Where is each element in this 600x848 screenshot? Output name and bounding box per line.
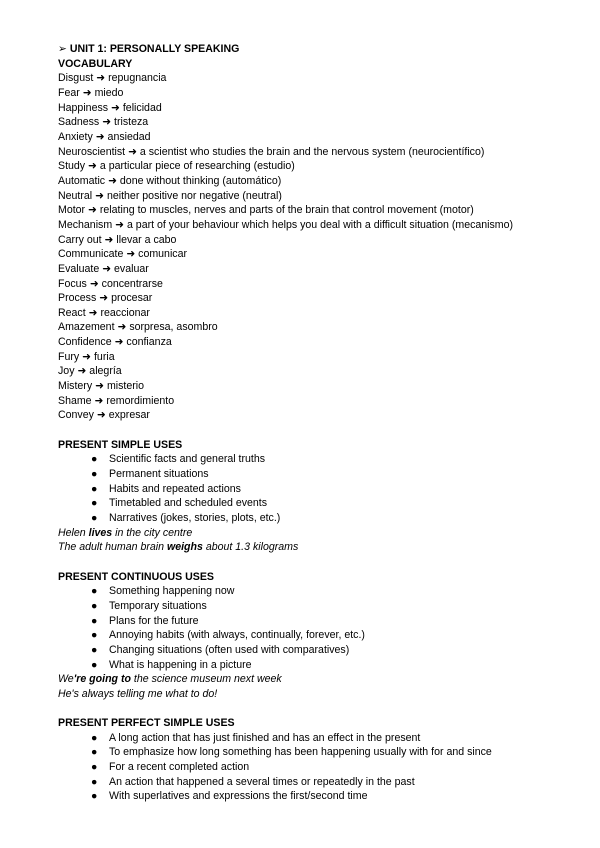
present-simple-example: Helen lives in the city centre bbox=[58, 526, 193, 539]
vocabulary-term: Process bbox=[58, 292, 97, 305]
vocabulary-list bbox=[58, 71, 578, 423]
bullet-item bbox=[58, 789, 578, 804]
vocabulary-term: Shame bbox=[58, 394, 92, 407]
vocabulary-term: Evaluate bbox=[58, 262, 100, 275]
arrow-icon: ➜ bbox=[111, 101, 120, 114]
bullet-item bbox=[58, 599, 578, 614]
vocabulary-term: Communicate bbox=[58, 248, 124, 261]
bullet-icon: ● bbox=[91, 511, 98, 524]
bullet-text: Narratives (jokes, stories, plots, etc.) bbox=[109, 511, 281, 524]
bullet-text: Something happening now bbox=[109, 585, 235, 598]
arrow-icon: ➜ bbox=[99, 292, 109, 305]
present-simple-example: The adult human brain weighs about 1.3 kilograms bbox=[58, 541, 299, 554]
bullet-item bbox=[58, 643, 578, 658]
present-simple-uses bbox=[58, 452, 578, 525]
arrow-icon: ➜ bbox=[115, 218, 125, 231]
vocabulary-item bbox=[58, 159, 578, 174]
arrow-icon: ➜ bbox=[114, 336, 124, 349]
present-continuous-uses bbox=[58, 584, 578, 672]
vocabulary-meaning: tristeza bbox=[114, 116, 149, 129]
vocabulary-meaning: relating to muscles, nerves and parts of the brain that control movement (motor) bbox=[99, 204, 474, 217]
vocabulary-item bbox=[58, 335, 578, 350]
vocabulary-term: Fury bbox=[58, 350, 80, 363]
vocabulary-term: Motor bbox=[58, 204, 86, 217]
vocabulary-term: Sadness bbox=[58, 116, 100, 129]
bullet-text: For a recent completed action bbox=[109, 761, 250, 774]
bullet-text: A long action that has just finished and has an effect in the present bbox=[109, 731, 421, 744]
vocabulary-meaning: felicidad bbox=[122, 101, 162, 114]
bullet-text: With superlatives and expressions the first/second time bbox=[109, 790, 368, 803]
vocabulary-term: Fear bbox=[58, 86, 80, 99]
bullet-item bbox=[58, 584, 578, 599]
bullet-item bbox=[58, 511, 578, 526]
vocabulary-item bbox=[58, 408, 578, 423]
bullet-item bbox=[58, 658, 578, 673]
present-perfect-heading: PRESENT PERFECT SIMPLE USES bbox=[58, 717, 235, 730]
bullet-item bbox=[58, 496, 578, 511]
bullet-text: Habits and repeated actions bbox=[109, 482, 241, 495]
vocabulary-meaning: miedo bbox=[94, 86, 124, 99]
bullet-icon: ● bbox=[91, 599, 98, 612]
present-continuous-example: We're going to the science museum next week bbox=[58, 673, 282, 686]
vocabulary-item bbox=[58, 189, 578, 204]
arrow-icon: ➜ bbox=[95, 380, 104, 393]
vocabulary-meaning: evaluar bbox=[114, 262, 149, 275]
bullet-text: Permanent situations bbox=[109, 468, 209, 481]
bullet-item bbox=[58, 760, 578, 775]
vocabulary-meaning: sorpresa, asombro bbox=[129, 321, 218, 334]
bullet-icon: ● bbox=[91, 658, 98, 671]
arrow-icon: ➜ bbox=[95, 189, 104, 202]
vocabulary-item bbox=[58, 320, 578, 335]
arrow-icon: ➜ bbox=[77, 365, 87, 378]
vocabulary-term: Mistery bbox=[58, 380, 93, 393]
vocabulary-meaning: concentrarse bbox=[101, 277, 163, 290]
vocabulary-item bbox=[58, 145, 578, 160]
present-simple-heading: PRESENT SIMPLE USES bbox=[58, 438, 183, 451]
vocabulary-meaning: a particular piece of researching (estudio) bbox=[99, 160, 295, 173]
vocabulary-item bbox=[58, 101, 578, 116]
arrow-icon: ➜ bbox=[88, 204, 97, 217]
bullet-icon: ● bbox=[91, 643, 98, 656]
arrow-icon: ➜ bbox=[126, 248, 136, 261]
vocabulary-meaning: alegría bbox=[89, 365, 122, 378]
vocabulary-item bbox=[58, 247, 578, 262]
vocabulary-item bbox=[58, 130, 578, 145]
vocabulary-item bbox=[58, 364, 578, 379]
arrow-icon: ➜ bbox=[128, 145, 137, 158]
vocabulary-meaning: reaccionar bbox=[100, 306, 150, 319]
arrow-icon: ➜ bbox=[117, 321, 127, 334]
vocabulary-term: Amazement bbox=[58, 321, 115, 334]
vocabulary-term: Automatic bbox=[58, 174, 106, 187]
bullet-text: An action that happened a several times or repeatedly in the past bbox=[109, 775, 415, 788]
vocabulary-meaning: repugnancia bbox=[108, 72, 167, 85]
bullet-icon: ● bbox=[91, 731, 98, 744]
bullet-text: Timetabled and scheduled events bbox=[109, 497, 268, 510]
bullet-text: Temporary situations bbox=[109, 599, 207, 612]
vocabulary-item bbox=[58, 291, 578, 306]
present-continuous-heading: PRESENT CONTINUOUS USES bbox=[58, 570, 214, 583]
bullet-item bbox=[58, 452, 578, 467]
bullet-icon: ● bbox=[91, 775, 98, 788]
vocabulary-item bbox=[58, 203, 578, 218]
vocabulary-term: Anxiety bbox=[58, 130, 93, 143]
bullet-text: Changing situations (often used with comparatives) bbox=[109, 643, 350, 656]
vocabulary-item bbox=[58, 86, 578, 101]
vocabulary-term: React bbox=[58, 306, 86, 319]
vocabulary-meaning: expresar bbox=[108, 409, 150, 422]
bullet-icon: ● bbox=[91, 453, 98, 466]
vocabulary-term: Neuroscientist bbox=[58, 145, 126, 158]
arrow-icon: ➜ bbox=[89, 277, 99, 290]
arrow-icon: ➜ bbox=[82, 350, 92, 363]
arrow-icon: ➜ bbox=[102, 262, 112, 275]
bullet-icon: ● bbox=[91, 790, 98, 803]
vocabulary-item bbox=[58, 379, 578, 394]
bullet-item bbox=[58, 467, 578, 482]
vocabulary-item bbox=[58, 174, 578, 189]
vocabulary-item bbox=[58, 394, 578, 409]
bullet-text: Plans for the future bbox=[109, 614, 199, 627]
arrow-icon: ➜ bbox=[95, 130, 105, 143]
vocabulary-item bbox=[58, 277, 578, 292]
bullet-item bbox=[58, 731, 578, 746]
vocabulary-term: Focus bbox=[58, 277, 87, 290]
bullet-text: To emphasize how long something has been happening usually with for and since bbox=[109, 746, 492, 759]
vocabulary-term: Carry out bbox=[58, 233, 102, 246]
vocabulary-meaning: comunicar bbox=[138, 248, 188, 261]
vocabulary-term: Happiness bbox=[58, 101, 109, 114]
bullet-icon: ● bbox=[91, 497, 98, 510]
vocabulary-term: Study bbox=[58, 160, 86, 173]
bullet-item bbox=[58, 775, 578, 790]
vocabulary-meaning: neither positive nor negative (neutral) bbox=[106, 189, 282, 202]
bullet-item bbox=[58, 614, 578, 629]
vocabulary-term: Disgust bbox=[58, 72, 94, 85]
arrow-icon: ➜ bbox=[108, 174, 117, 187]
unit-title: ➢ UNIT 1: PERSONALLY SPEAKING bbox=[58, 43, 240, 55]
vocabulary-term: Mechanism bbox=[58, 218, 113, 231]
vocabulary-term: Convey bbox=[58, 409, 94, 422]
vocabulary-item bbox=[58, 71, 578, 86]
bullet-text: Scientific facts and general truths bbox=[109, 453, 266, 466]
vocabulary-meaning: a part of your behaviour which helps you deal with a difficult situation (mecanismo) bbox=[126, 218, 514, 231]
bullet-icon: ● bbox=[91, 468, 98, 481]
vocabulary-item bbox=[58, 306, 578, 321]
bullet-item bbox=[58, 628, 578, 643]
vocabulary-meaning: misterio bbox=[106, 380, 145, 393]
vocabulary-meaning: furia bbox=[93, 350, 115, 363]
vocabulary-item bbox=[58, 233, 578, 248]
arrow-icon: ➜ bbox=[96, 409, 106, 422]
present-continuous-example: He's always telling me what to do! bbox=[58, 687, 218, 700]
present-perfect-uses bbox=[58, 731, 578, 804]
bullet-icon: ● bbox=[91, 614, 98, 627]
vocabulary-term: Neutral bbox=[58, 189, 93, 202]
vocabulary-item bbox=[58, 115, 578, 130]
bullet-icon: ● bbox=[91, 761, 98, 774]
bullet-item bbox=[58, 745, 578, 760]
arrow-icon: ➜ bbox=[102, 116, 112, 129]
arrow-icon: ➜ bbox=[88, 160, 97, 173]
vocabulary-meaning: a scientist who studies the brain and the nervous system (neurocientífico) bbox=[139, 145, 485, 158]
vocabulary-term: Confidence bbox=[58, 336, 112, 349]
bullet-icon: ● bbox=[91, 482, 98, 495]
bullet-icon: ● bbox=[91, 629, 98, 642]
arrow-icon: ➜ bbox=[104, 233, 114, 246]
bullet-item bbox=[58, 482, 578, 497]
vocabulary-item bbox=[58, 350, 578, 365]
vocabulary-item bbox=[58, 218, 578, 233]
bullet-icon: ● bbox=[91, 585, 98, 598]
bullet-text: Annoying habits (with always, continually, forever, etc.) bbox=[109, 629, 365, 642]
arrow-icon: ➜ bbox=[88, 306, 98, 319]
vocabulary-term: Joy bbox=[58, 365, 75, 378]
arrow-icon: ➜ bbox=[96, 72, 106, 85]
bullet-icon: ● bbox=[91, 746, 98, 759]
arrow-icon: ➜ bbox=[94, 394, 104, 407]
vocabulary-meaning: remordimiento bbox=[106, 394, 175, 407]
vocabulary-meaning: ansiedad bbox=[107, 130, 151, 143]
vocabulary-meaning: confianza bbox=[126, 336, 172, 349]
vocabulary-meaning: llevar a cabo bbox=[116, 233, 177, 246]
bullet-text: What is happening in a picture bbox=[109, 658, 252, 671]
vocabulary-meaning: done without thinking (automático) bbox=[119, 174, 282, 187]
vocabulary-meaning: procesar bbox=[111, 292, 153, 305]
vocabulary-heading: VOCABULARY bbox=[58, 57, 133, 70]
vocabulary-item bbox=[58, 262, 578, 277]
document-page bbox=[58, 42, 578, 804]
arrow-icon: ➜ bbox=[82, 86, 92, 99]
